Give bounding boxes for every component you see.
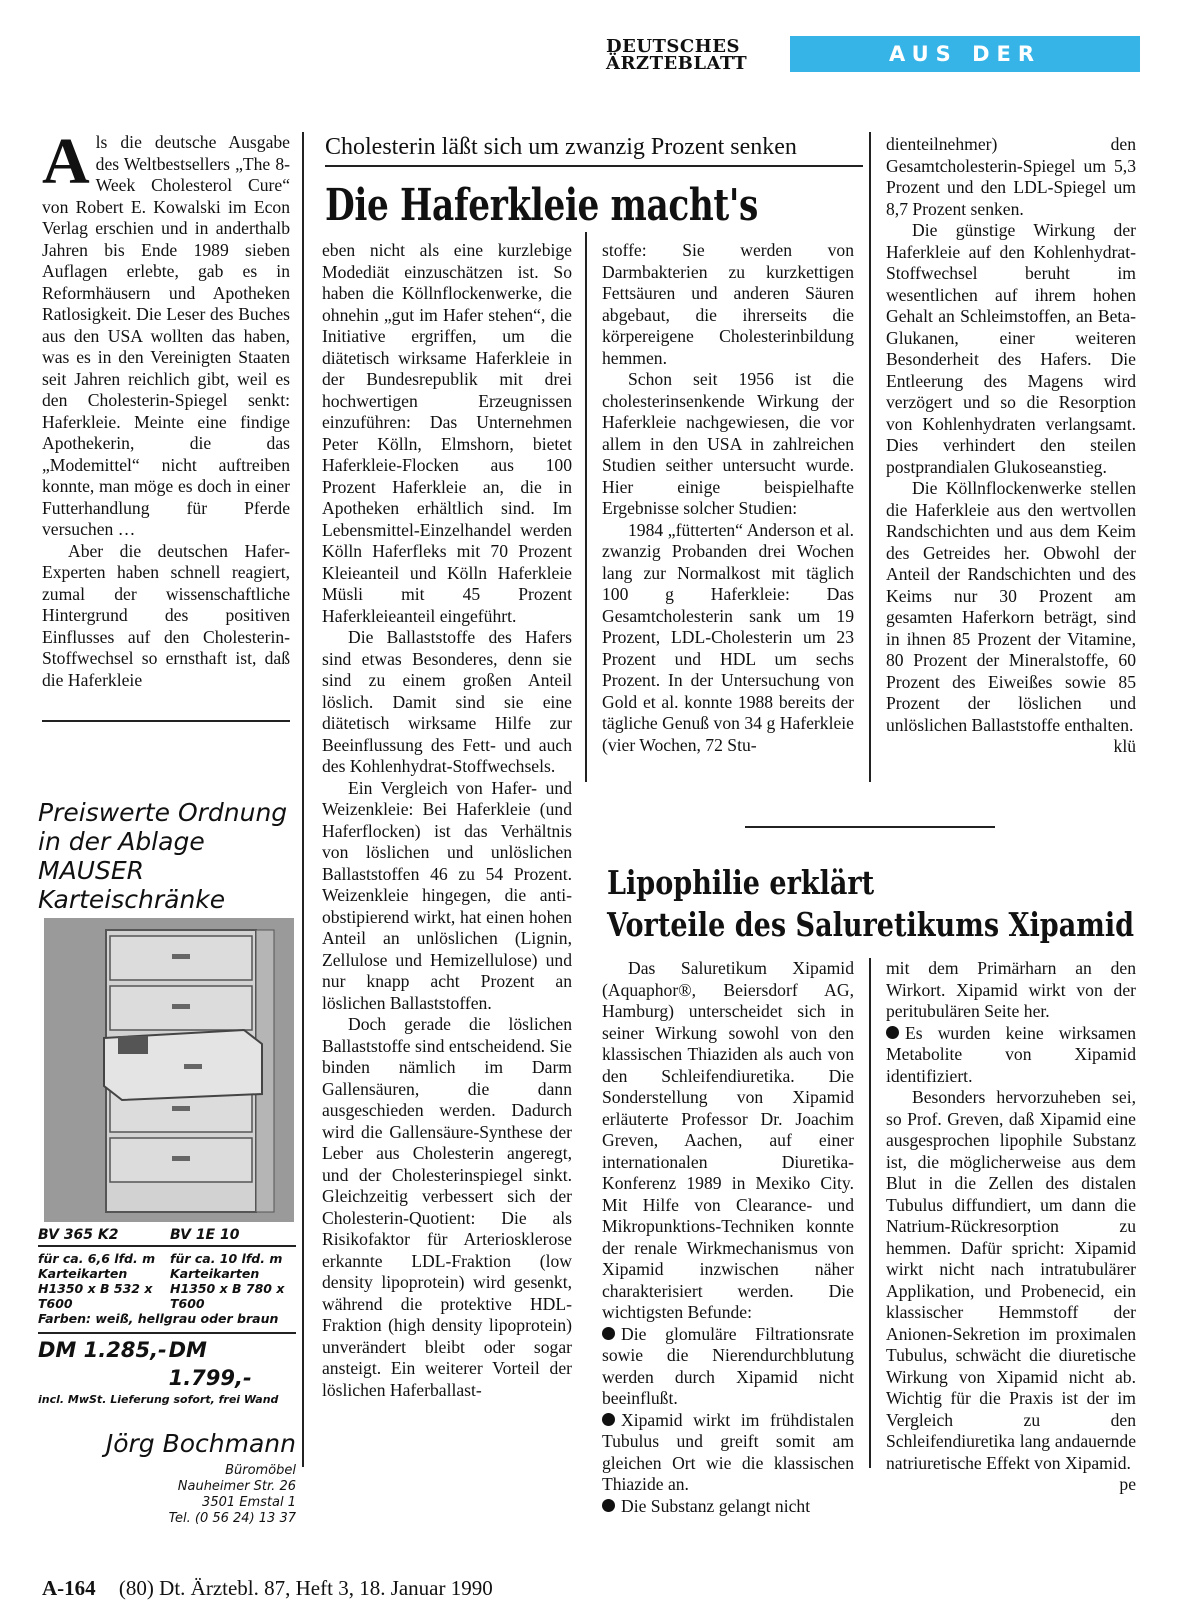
paragraph-text: Besonders hervorzuheben sei, so Prof. Greven, daß Xipamid eine ausgesprochen lipophile Substanz ist, die möglicherweise aus dem Blut in die Zellen des distalen Tubulus diffundiert, um dann die Natrium-Rückresorption zu hemmen. Dafür spricht: Xipamid wirkt nicht nach intratubulärer Applikation, und Probenecid, ein klassischer Hemmstoff der Anionen-Sekretion im proximalen Tubulus, schwächt die diuretische Wirkung von Xipamid nicht ab. Wichtig für die Praxis ist der im Vergleich zu den Schleifendiuretika lang andauernde natriuretische Effekt von Xipamid. (886, 1087, 1136, 1473)
column-rule (869, 958, 871, 1468)
bullet-item (602, 1324, 854, 1410)
ad-models (38, 1228, 296, 1527)
bullet-text: Die Substanz gelangt nicht (621, 1495, 811, 1516)
headline-line-2: Vorteile des Saluretikums Xipamid (607, 905, 1135, 944)
ad-colors: Farben: weiß, hellgrau oder braun (38, 1311, 279, 1326)
spec-line: für ca. 10 lfd. m (170, 1251, 283, 1266)
paragraph: Die günstige Wirkung der Haferkleie auf den Kohlenhydrat-Stoffwechsel beruht im wesentlichen auf ihrem hohen Gehalt an Schleimstoffen, an Beta-Glukanen, einer weiteren Besonderheit des Hafers. Die Entleerung des Magens wird verzögert und so die Resorption von Kohlenhydraten verlangsamt. Dies verhindert den steilen postprandialen Glukoseanstieg. (886, 220, 1136, 477)
model-names (38, 1228, 296, 1243)
paragraph: Doch gerade die löslichen Ballaststoffe sind entscheidend. Sie binden nämlich im Darm Gallensäuren, die dann ausgeschieden werden. Dadurch wird die Gallensäure-Synthese der Leber aus Cholesterin angeregt, und der Cholesterinspiegel sinkt. Gleichzeitig verbessert sich der Cholesterin-Quotient: Die als Risikofaktor für Arteriosklerose erkannte LDL-Fraktion (low density lipoprotein) wird gesenkt, während die protektive HDL-Fraktion (high density lipoprotein) unverändert bleibt oder sogar ansteigt. Ein weiterer Vorteil der löslichen Haferballast- (322, 1014, 572, 1400)
divider (38, 1332, 296, 1334)
page-number: A-164 (42, 1576, 96, 1600)
paragraph: Aber die deutschen Hafer-Experten haben schnell reagiert, zumal der wissenschaftliche Hintergrund des positiven Einflusses auf den Cholesterin-Stoffwechsel so ernsthaft ist, daß die Haferkleie (42, 540, 290, 690)
paragraph: eben nicht als eine kurzlebige Modediät einzuschätzen ist. So haben die Köllnflockenwerke, die ohnehin „gut im Hafer stehen“, die Initiative ergriffen, um die diätetisch wirksame Haferkleie in der Bundesrepublik mit drei hochwertigen Erzeugnissen einzuführen: Das Unternehmen Peter Kölln, Elmshorn, bietet Haferkleie-Flocken aus 100 Prozent Haferkleie an, die in Apotheken erhältlich sind. Im Lebensmittel-Einzelhandel werden Kölln Haferfleks mit 70 Prozent Kleieanteil und Kölln Haferkleie Müsli mit 45 Prozent Haferkleieanteil eingeführt. (322, 240, 572, 626)
paragraph: Das Saluretikum Xipamid (Aquaphor®, Beiersdorf AG, Hamburg) unterscheidet sich in seiner Wirkung sowohl von den klassischen Thiaziden als auch von den Schleifendiuretika. Die Sonderstellung von Xipamid erläuterte Professor Dr. Joachim Greven, Aachen, auf einer internationalen Diuretika-Konferenz 1989 in Mexiko City. Mit Hilfe von Clearance- und Mikropunktions-Techniken konnte der renale Wirkmechanismus von Xipamid inzwischen näher charakterisiert werden. Die wichtigsten Befunde: (602, 958, 854, 1322)
ad-delivery-note: incl. MwSt. Lieferung sofort, frei Wand (38, 1393, 279, 1406)
spec-line: H1350 x B 780 x (170, 1281, 285, 1296)
bullet-icon (602, 1413, 615, 1426)
model-spec-2 (170, 1251, 284, 1311)
model-specs (38, 1251, 296, 1311)
logo-line-2: ÄRZTEBLATT (606, 53, 748, 74)
paragraph: Schon seit 1956 ist die cholesterinsenkende Wirkung der Haferkleie nachgewiesen, die vor allem in den USA in zahlreichen Studien seither untersucht wurde. Hier einige beispielhafte Ergebnisse solcher Studien: (602, 369, 854, 518)
ad-title-line: Karteischränke (38, 885, 226, 914)
ad-title-line: in der Ablage (38, 827, 205, 856)
page-footer (42, 1576, 493, 1601)
spec-line: Karteikarten (38, 1266, 128, 1281)
paragraph: Ein Vergleich von Hafer- und Weizenkleie: Bei Haferkleie (und Haferflocken) ist das Verhältnis von löslichen und unlöslichen Ballaststoffen 46 zu 54 Prozent. Weizenkleie hingegen, die anti-obstipierend wirkt, hat einen hohen Anteil an unlöslichen (Lignin, Zellulose und Hemizellulose) und nur knapp acht Prozent an löslichen Ballaststoffen. (322, 777, 572, 1013)
model-name: BV 365 K2 (38, 1227, 119, 1243)
spec-line: T600 (38, 1296, 73, 1311)
paragraph (886, 1087, 1136, 1494)
divider (42, 720, 290, 722)
paragraph: stoffe: Sie werden von Darmbakterien zu kurzkettigen Fettsäuren und anderen Säuren abgebaut, die ihrerseits die körpereigene Cholesterinbildung hemmen. (602, 240, 854, 368)
bullet-icon (602, 1499, 615, 1512)
address-line: Büromöbel (225, 1463, 296, 1478)
paragraph-text: Die Köllnflockenwerke stellen die Haferkleie aus den wertvollen Randschichten und aus dem Keim des Getreides her. Obwohl der Anteil der Randschichten und des Keims nur 30 Prozent am gesamten Haferkorn beträgt, sind in ihnen 85 Prozent der Vitamine, 80 Prozent der Mineralstoffe, 60 Prozent des Eiweißes sowie 85 Prozent der löslichen und unlöslichen Ballaststoffe enthalten. (886, 478, 1136, 735)
bullet-icon (602, 1327, 615, 1340)
company-address (38, 1463, 296, 1527)
bullet-item (602, 1410, 854, 1496)
column-rule (869, 132, 871, 782)
article2-col1 (602, 958, 854, 1517)
article1-col4 (886, 134, 1136, 758)
address-line: 3501 Emstal 1 (202, 1495, 296, 1510)
bullet-item (886, 1023, 1136, 1088)
section-banner: AUS DER INDUSTRIE (790, 36, 1140, 72)
spec-line: H1350 x B 532 x (38, 1281, 153, 1296)
model-spec-1 (38, 1251, 170, 1311)
ad-title-line: Preiswerte Ordnung (38, 798, 288, 827)
model-name: BV 1E 10 (170, 1227, 240, 1243)
address-line: Nauheimer Str. 26 (177, 1479, 296, 1494)
headline-line-1: Lipophilie erklärt (607, 863, 875, 902)
column-rule (585, 232, 587, 782)
spec-line: Karteikarten (170, 1266, 260, 1281)
divider (38, 1245, 296, 1247)
article2-col2 (886, 958, 1136, 1496)
ad-prices (38, 1336, 296, 1392)
paragraph: 1984 „fütterten“ Anderson et al. zwanzig Probanden drei Wochen lang zur Normalkost mit täglich 100 g Haferkleie: Das Gesamtcholesterin sank um 19 Prozent, LDL-Cholesterin um 23 Prozent und HDL um sechs Prozent. In der Untersuchung von Gold et al. konnte 1988 bereits der tägliche Genuß von 34 g Haferkleie (vier Wochen, 72 Stu- (602, 519, 854, 755)
bullet-icon (886, 1026, 899, 1039)
spec-line: für ca. 6,6 lfd. m (38, 1251, 156, 1266)
price: DM 1.285,- (38, 1338, 167, 1362)
price: DM 1.799,- (168, 1338, 252, 1390)
article2-headline (607, 862, 1134, 946)
paragraph: ls die deutsche Ausgabe des Weltbestsellers „The 8-Week Cholesterol Cure“ von Robert E. Kowalski im Econ Verlag erschien und in anderthalb Jahren bis Ende 1989 sieben Auflagen erlebte, gab es in Reformhäusern und Apotheken Ratlosigkeit. Die Leser des Buches aus den USA wollten das haben, was es in den Vereinigten Staaten seit Jahren reichlich gibt, weil es den Cholesterin-Spiegel senkt: Haferkleie. Meinte eine findige Apothekerin, die das „Modemittel“ nicht auftreiben konnte, man möge es doch in einer Futterhandlung für Pferde versuchen … (42, 132, 290, 539)
spec-line: T600 (170, 1296, 205, 1311)
bullet-text: Es wurden keine wirksamen Metabolite von Xipamid identifiziert. (886, 1022, 1136, 1086)
bullet-text: Die glomuläre Filtrationsrate sowie die Nierendurchblutung werden durch Xipamid nicht beeinflußt. (602, 1323, 854, 1408)
citation: (80) Dt. Ärztebl. 87, Heft 3, 18. Januar 1990 (118, 1576, 493, 1600)
advertisement (38, 798, 296, 914)
paragraph: mit dem Primärharn an den Wirkort. Xipamid wirkt von der peritubulären Seite her. (886, 958, 1136, 1021)
article1-col3 (602, 240, 854, 756)
paragraph: dienteilnehmer) den Gesamtcholesterin-Spiegel um 5,3 Prozent und den LDL-Spiegel um 8,7 Prozent senken. (886, 134, 1136, 219)
filing-cabinet-image (44, 918, 294, 1222)
article-separator (745, 826, 995, 828)
article1-col2 (322, 240, 572, 1401)
article1-kicker: Cholesterin läßt sich um zwanzig Prozent senken (325, 134, 863, 167)
company-name: Jörg Bochmann (105, 1429, 296, 1458)
journal-logo (606, 38, 772, 72)
bullet-text: Xipamid wirkt im frühdistalen Tubulus und greift somit am gleichen Ort wie die klassischen Thiazide an. (602, 1409, 854, 1494)
paragraph (886, 478, 1136, 756)
column-rule (302, 132, 304, 1467)
bullet-item (602, 1496, 854, 1518)
author-signature: klü (1113, 736, 1136, 756)
address-line: Tel. (0 56 24) 13 37 (168, 1511, 296, 1526)
ad-title-line: MAUSER (38, 856, 145, 885)
ad-title (38, 798, 296, 914)
paragraph: Die Ballaststoffe des Hafers sind etwas Besonderes, denn sie sind zu einem großen Anteil löslich. Damit sind sie eine diätetisch wirksame Hilfe zur Beeinflussung des Fett- und auch des Kohlenhydrat-Stoffwechsels. (322, 627, 572, 776)
article1-headline: Die Haferkleie macht's (325, 180, 758, 231)
logo-line-1: DEUTSCHES (606, 36, 740, 57)
drop-cap: A (42, 125, 90, 198)
author-signature: pe (1119, 1474, 1136, 1494)
article1-col1 (42, 125, 290, 691)
